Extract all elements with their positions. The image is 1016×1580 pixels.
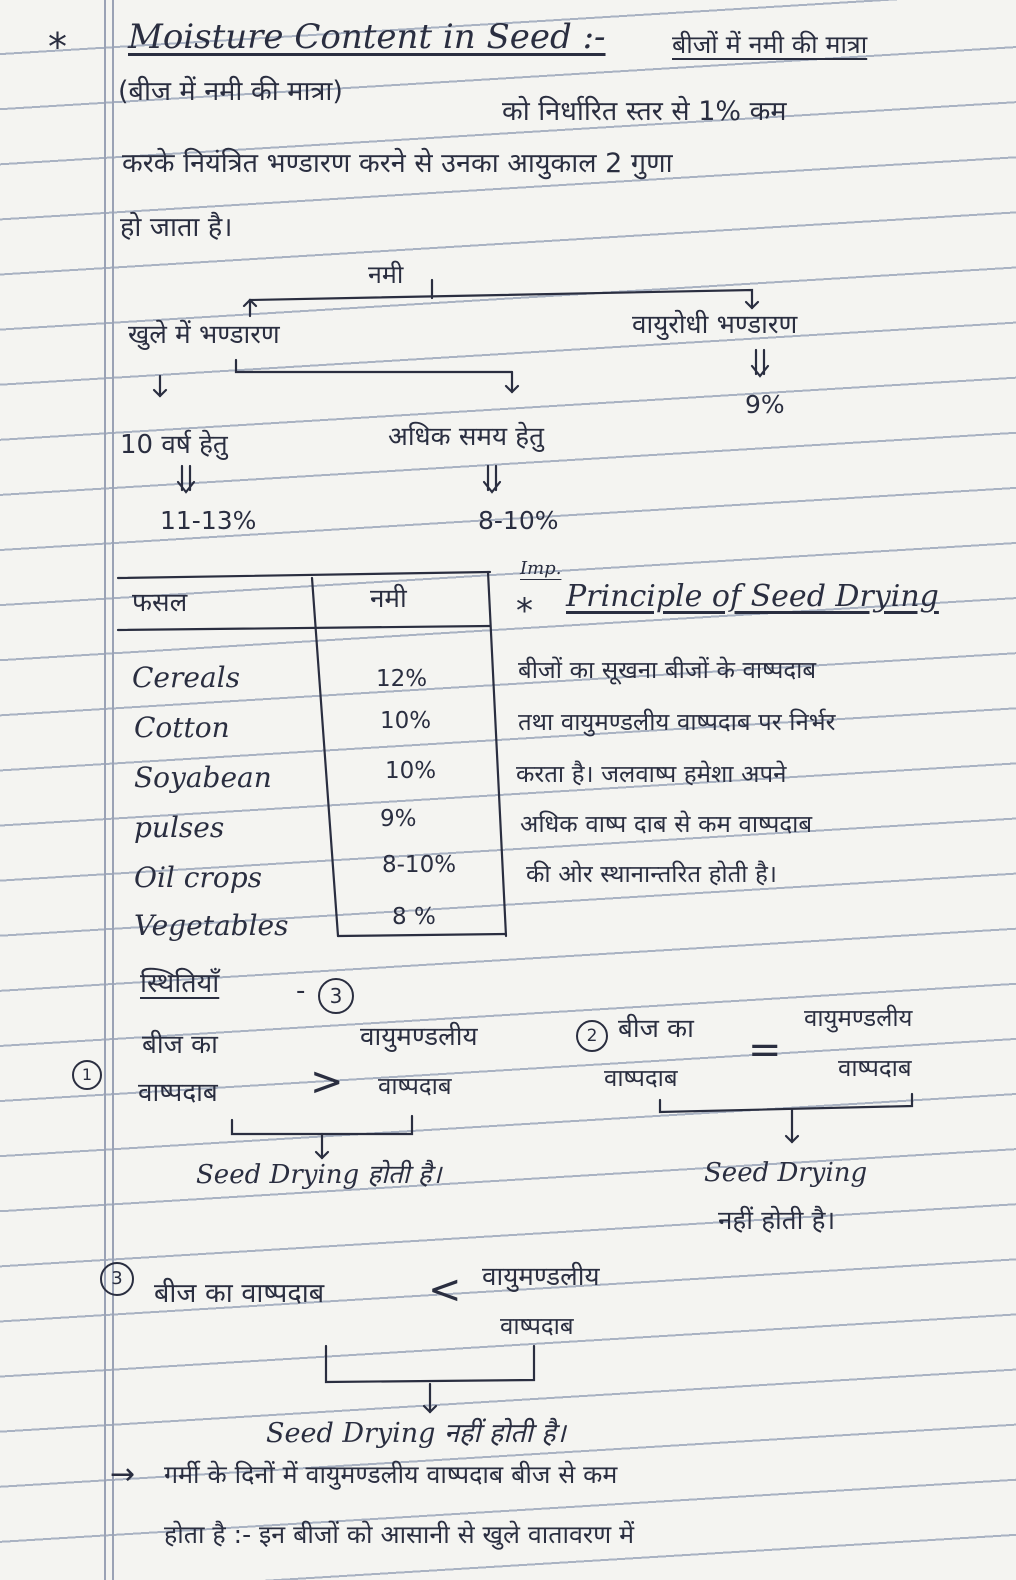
condition-3-arrowhead <box>424 1406 436 1412</box>
heading-title-hindi: बीजों में नमी की मात्रा <box>672 30 868 59</box>
conditions-count: 3 <box>329 984 343 1008</box>
tree-root: नमी <box>368 260 404 289</box>
conditions-dash: - <box>296 976 306 1006</box>
condition-2-atmospheric: वायुमण्डलीय <box>804 1004 913 1032</box>
condition-3-result: Seed Drying नहीं होती है। <box>266 1418 566 1449</box>
condition-3-atmospheric-pressure: वाष्पदाब <box>500 1312 574 1340</box>
condition-3-bracket <box>326 1346 534 1382</box>
tree-arrowhead-longer <box>506 386 518 392</box>
intro-line-2: करके नियंत्रित भण्डारण करने से उनका आयुकाल 2 गुणा <box>122 148 673 179</box>
table-row-moisture: 10% <box>385 758 437 784</box>
tree-open-storage: खुले में भण्डारण <box>128 320 280 350</box>
condition-1-number: 1 <box>81 1065 93 1084</box>
table-row-moisture: 8 % <box>392 904 436 930</box>
table-row-crop: Soyabean <box>134 761 272 794</box>
principle-title: Principle of Seed Drying <box>566 579 939 614</box>
table-column-divider <box>312 578 338 936</box>
condition-2-result-line-2: नहीं होती है। <box>718 1206 836 1236</box>
principle-line: तथा वायुमण्डलीय वाष्पदाब पर निर्भर <box>518 708 836 736</box>
condition-2-seed-pressure: वाष्पदाब <box>604 1064 678 1092</box>
condition-1-badge <box>72 1060 102 1090</box>
condition-1-atmospheric: वायुमण्डलीय <box>360 1022 478 1052</box>
condition-2-result-line-1: Seed Drying <box>704 1158 868 1188</box>
table-row-crop: Cotton <box>134 711 230 744</box>
tree-airtight-value: 9% <box>745 390 785 419</box>
tree-double-arrow-longer <box>484 466 500 492</box>
table-bottom-border <box>338 934 506 936</box>
principle-line: की ओर स्थानान्तरित होती है। <box>526 860 777 888</box>
intro-line-1a: (बीज में नमी की मात्रा) <box>118 76 343 107</box>
condition-1-seed: बीज का <box>142 1030 218 1060</box>
footer-line-1: गर्मी के दिनों में वायुमण्डलीय वाष्पदाब बीज से कम <box>164 1460 618 1489</box>
tree-arrowhead-left <box>244 300 256 306</box>
table-row-crop: pulses <box>134 811 225 844</box>
condition-3-seed-pressure: बीज का वाष्पदाब <box>154 1278 325 1309</box>
condition-1-greater-symbol: > <box>310 1059 344 1105</box>
principle-line: बीजों का सूखना बीजों के वाष्पदाब <box>518 656 817 684</box>
table-header-moisture: नमी <box>370 584 407 614</box>
condition-2-bracket <box>660 1094 912 1112</box>
condition-2-badge <box>576 1020 608 1052</box>
table-right-border <box>488 572 506 936</box>
margin-line-left <box>104 0 106 1580</box>
table-row-moisture: 10% <box>380 708 432 734</box>
conditions-title: स्थितियाँ <box>140 968 220 999</box>
condition-2-number: 2 <box>586 1026 598 1046</box>
condition-2-equals-symbol: = <box>748 1027 782 1073</box>
principle-star: * <box>516 591 533 631</box>
principle-line: अधिक वाष्प दाब से कम वाष्पदाब <box>520 810 813 838</box>
condition-1-bracket <box>232 1116 412 1134</box>
principle-imp-label: Imp. <box>520 558 562 579</box>
condition-1-result: Seed Drying होती है। <box>196 1160 442 1190</box>
condition-1-seed-pressure: वाष्पदाब <box>138 1078 218 1108</box>
tree-arrowhead-right <box>746 302 758 308</box>
conditions-count-badge <box>318 978 354 1014</box>
condition-2-atmospheric-pressure: वाष्पदाब <box>838 1054 912 1082</box>
tree-connector-open-storage <box>236 360 512 372</box>
condition-1-arrowhead <box>316 1152 328 1158</box>
heading-star: * <box>48 25 67 69</box>
tree-double-arrow-ten-years <box>178 466 194 492</box>
condition-3-less-symbol: < <box>428 1267 462 1313</box>
principle-line: करता है। जलवाष्प हमेशा अपने <box>516 760 787 788</box>
tree-double-arrow-airtight <box>752 350 768 376</box>
intro-line-3: हो जाता है। <box>120 212 233 243</box>
table-row-moisture: 12% <box>376 666 428 692</box>
condition-2-arrowhead <box>786 1136 798 1142</box>
tree-longer-time-value: 8-10% <box>478 506 559 535</box>
tree-longer-time: अधिक समय हेतु <box>388 422 544 452</box>
condition-3-number: 3 <box>111 1268 123 1289</box>
table-row-crop: Vegetables <box>134 909 289 942</box>
tree-arrowhead-ten-years <box>154 390 166 396</box>
condition-3-atmospheric: वायुमण्डलीय <box>482 1262 600 1292</box>
table-row-moisture: 9% <box>380 806 417 832</box>
condition-2-seed: बीज का <box>618 1014 694 1044</box>
tree-airtight-storage: वायुरोधी भण्डारण <box>632 310 798 340</box>
table-top-border <box>118 572 490 578</box>
table-row-moisture: 8-10% <box>382 852 457 878</box>
intro-line-1b: को निर्धारित स्तर से 1% कम <box>502 96 787 127</box>
heading-title: Moisture Content in Seed :- <box>128 17 606 57</box>
table-row-crop: Oil crops <box>134 861 262 894</box>
tree-ten-years-value: 11-13% <box>160 506 257 535</box>
tree-ten-years: 10 वर्ष हेतु <box>120 430 228 460</box>
table-row-crop: Cereals <box>132 661 240 694</box>
condition-1-atmospheric-pressure: वाष्पदाब <box>378 1072 452 1100</box>
footer-line-2: होता है :- इन बीजों को आसानी से खुले वातावरण में <box>164 1520 635 1549</box>
condition-3-badge <box>100 1262 134 1296</box>
margin-line-right <box>112 0 114 1580</box>
footer-arrow: → <box>110 1457 136 1492</box>
table-header-divider <box>118 626 490 630</box>
table-header-crop: फसल <box>132 588 188 618</box>
